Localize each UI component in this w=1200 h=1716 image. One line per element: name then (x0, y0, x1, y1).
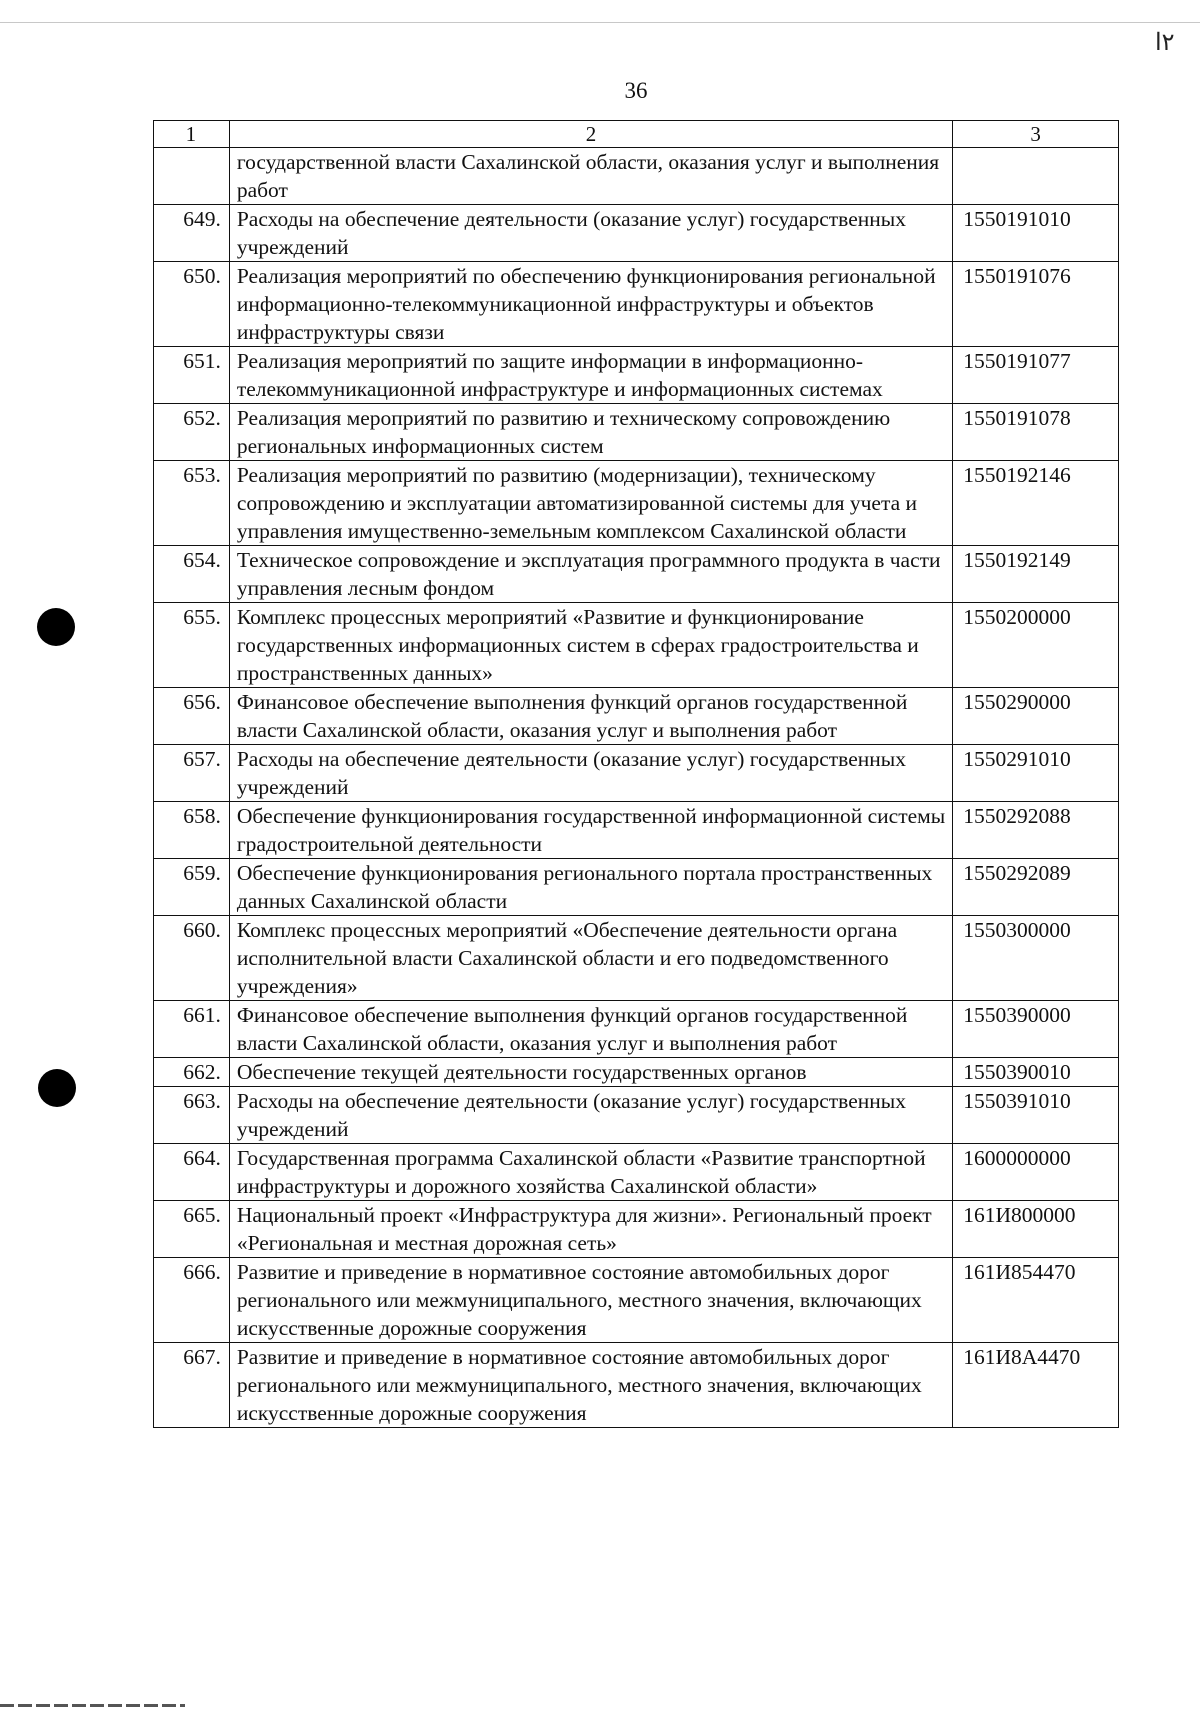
row-name: Расходы на обеспечение деятельности (оказание услуг) государственных учреждений (229, 1087, 952, 1144)
scan-edge-mark (0, 1704, 185, 1707)
row-number: 654. (154, 546, 230, 603)
table-row (154, 347, 1119, 404)
row-number: 659. (154, 859, 230, 916)
row-name: Обеспечение функционирования государственной информационной системы градостроительной деятельности (229, 802, 952, 859)
table-row (154, 802, 1119, 859)
row-name: Комплекс процессных мероприятий «Развитие и функционирование государственных информационных систем в сферах градостроительства и пространственных данных» (229, 603, 952, 688)
row-number: 661. (154, 1001, 230, 1058)
row-code: 1550191010 (953, 205, 1119, 262)
row-code: 161И800000 (953, 1201, 1119, 1258)
table-row (154, 859, 1119, 916)
row-name: Государственная программа Сахалинской области «Развитие транспортной инфраструктуры и дорожного хозяйства Сахалинской области» (229, 1144, 952, 1201)
header-col-2: 2 (229, 121, 952, 148)
table-row (154, 745, 1119, 802)
row-code: 1550391010 (953, 1087, 1119, 1144)
row-name: Реализация мероприятий по развитию и техническому сопровождению региональных информационных систем (229, 404, 952, 461)
table-row (154, 688, 1119, 745)
binder-hole-mark (37, 608, 75, 646)
table-row (154, 1058, 1119, 1087)
row-number: 649. (154, 205, 230, 262)
header-col-1: 1 (154, 121, 230, 148)
row-code: 1550191077 (953, 347, 1119, 404)
row-number: 655. (154, 603, 230, 688)
row-name: Развитие и приведение в нормативное состояние автомобильных дорог регионального или межмуниципального, местного значения, включающих искусственные дорожные сооружения (229, 1258, 952, 1343)
row-number: 663. (154, 1087, 230, 1144)
row-name: Реализация мероприятий по обеспечению функционирования региональной информационно-телекоммуникационной инфраструктуры и объектов инфраструктуры связи (229, 262, 952, 347)
table-row (154, 404, 1119, 461)
row-name: государственной власти Сахалинской области, оказания услуг и выполнения работ (229, 148, 952, 205)
scan-edge-line (0, 22, 1200, 23)
row-name: Расходы на обеспечение деятельности (оказание услуг) государственных учреждений (229, 745, 952, 802)
row-number: 652. (154, 404, 230, 461)
row-code: 1550291010 (953, 745, 1119, 802)
budget-code-table (153, 120, 1119, 1428)
row-code: 1600000000 (953, 1144, 1119, 1201)
row-code: 1550200000 (953, 603, 1119, 688)
row-code: 1550192146 (953, 461, 1119, 546)
row-name: Национальный проект «Инфраструктура для жизни». Региональный проект «Региональная и местная дорожная сеть» (229, 1201, 952, 1258)
corner-handwritten-mark: ٢ا (1155, 30, 1175, 56)
row-number: 650. (154, 262, 230, 347)
table-row (154, 461, 1119, 546)
row-name: Реализация мероприятий по защите информации в информационно-телекоммуникационной инфраструктуре и информационных системах (229, 347, 952, 404)
row-name: Расходы на обеспечение деятельности (оказание услуг) государственных учреждений (229, 205, 952, 262)
row-number: 660. (154, 916, 230, 1001)
row-name: Развитие и приведение в нормативное состояние автомобильных дорог регионального или межмуниципального, местного значения, включающих искусственные дорожные сооружения (229, 1343, 952, 1428)
row-number: 651. (154, 347, 230, 404)
row-number: 667. (154, 1343, 230, 1428)
table-row (154, 262, 1119, 347)
header-col-3: 3 (953, 121, 1119, 148)
table-row (154, 148, 1119, 205)
row-code: 1550191076 (953, 262, 1119, 347)
row-code: 161И854470 (953, 1258, 1119, 1343)
page-number: 36 (624, 78, 648, 103)
row-number: 653. (154, 461, 230, 546)
row-name: Реализация мероприятий по развитию (модернизации), техническому сопровождению и эксплуатации автоматизированной системы для учета и управления имущественно-земельным комплексом Сахалинской области (229, 461, 952, 546)
row-name: Финансовое обеспечение выполнения функций органов государственной власти Сахалинской области, оказания услуг и выполнения работ (229, 1001, 952, 1058)
row-code: 161И8А4470 (953, 1343, 1119, 1428)
row-number: 656. (154, 688, 230, 745)
table-header-row (154, 121, 1119, 148)
row-number: 665. (154, 1201, 230, 1258)
row-code: 1550290000 (953, 688, 1119, 745)
row-code: 1550292088 (953, 802, 1119, 859)
row-number (154, 148, 230, 205)
row-code: 1550292089 (953, 859, 1119, 916)
row-code: 1550390010 (953, 1058, 1119, 1087)
row-name: Обеспечение текущей деятельности государственных органов (229, 1058, 952, 1087)
table-row (154, 1201, 1119, 1258)
row-number: 664. (154, 1144, 230, 1201)
row-code: 1550300000 (953, 916, 1119, 1001)
table-row (154, 1343, 1119, 1428)
table-row (154, 546, 1119, 603)
table-row (154, 1144, 1119, 1201)
table-row (154, 1001, 1119, 1058)
table-row (154, 603, 1119, 688)
table-row (154, 1258, 1119, 1343)
row-number: 657. (154, 745, 230, 802)
row-name: Обеспечение функционирования регионального портала пространственных данных Сахалинской области (229, 859, 952, 916)
binder-hole-mark (38, 1069, 76, 1107)
row-code: 1550390000 (953, 1001, 1119, 1058)
row-number: 666. (154, 1258, 230, 1343)
row-name: Комплекс процессных мероприятий «Обеспечение деятельности органа исполнительной власти Сахалинской области и его подведомственного учреждения» (229, 916, 952, 1001)
row-number: 658. (154, 802, 230, 859)
row-name: Техническое сопровождение и эксплуатация программного продукта в части управления лесным фондом (229, 546, 952, 603)
table-row (154, 205, 1119, 262)
table-row (154, 1087, 1119, 1144)
table-row (154, 916, 1119, 1001)
row-code: 1550192149 (953, 546, 1119, 603)
row-code (953, 148, 1119, 205)
row-code: 1550191078 (953, 404, 1119, 461)
row-number: 662. (154, 1058, 230, 1087)
row-name: Финансовое обеспечение выполнения функций органов государственной власти Сахалинской области, оказания услуг и выполнения работ (229, 688, 952, 745)
